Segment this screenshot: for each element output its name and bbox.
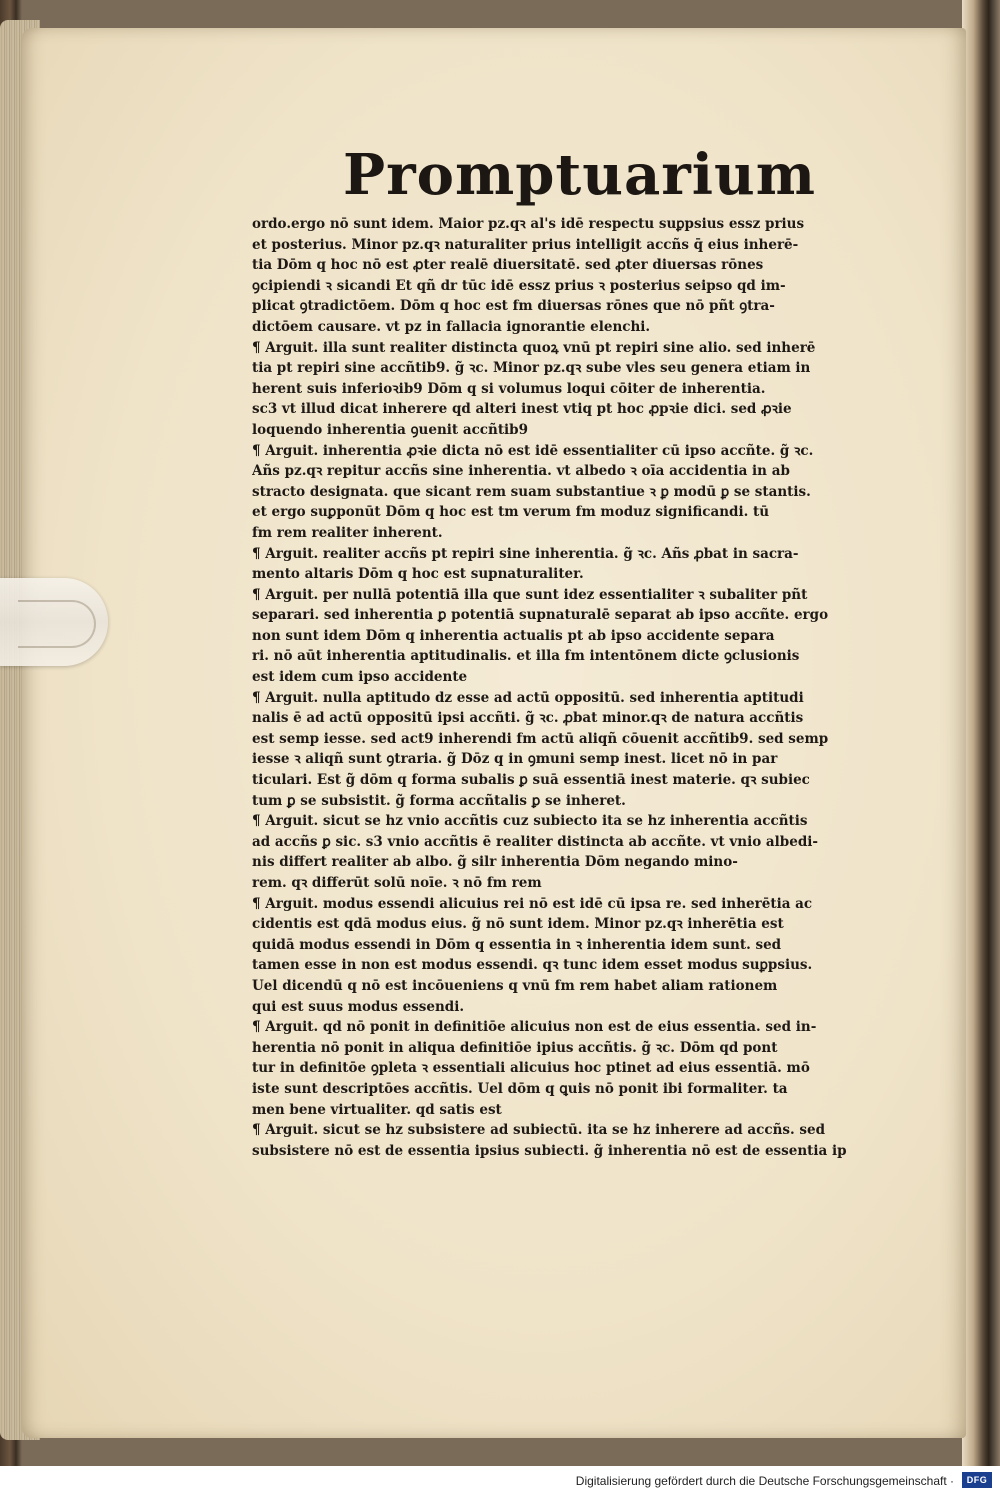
text-line: ¶ Arguit. modus essendi alicuius rei nō est idē cū ipsa re. sed inherētia ac [252, 895, 813, 912]
text-line: iesse ꝛ aliqñ sunt ꝯtraria. g̃ Dōz q in ꝯmuni semp inest. licet nō in par [252, 751, 778, 768]
text-line: et posterius. Minor pz.qꝛ naturaliter prius intelligit accñs q̄ eius inherē- [252, 236, 799, 253]
text-line: rem. qꝛ differūt solū noīe. ꝛ nō fm rem [252, 875, 542, 891]
page-heading: Promptuarium [343, 142, 816, 208]
page-clip [0, 578, 108, 666]
text-line: ¶ Arguit. realiter accñs pt repiri sine inherentia. g̃ ꝛc. Añs ꝓbat in sacra- [252, 545, 799, 562]
text-line: tum ꝑ se subsistit. g̃ forma accñtalis ꝑ se inheret. [252, 792, 626, 809]
book-binding-edge [962, 0, 1000, 1466]
text-line: loquendo inherentia ꝯuenit accñtib9 [252, 421, 529, 438]
text-line: qui est suus modus essendi. [252, 998, 465, 1015]
text-line: stracto designata. que sicant rem suam substantiue ꝛ ꝑ modū ꝑ se stantis. [252, 483, 811, 500]
text-line: ¶ Arguit. qd nō ponit in definitiōe alicuius non est de eius essentia. sed in- [252, 1019, 817, 1036]
text-line: nalis ē ad actū oppositū ipsi accñti. g̃ ꝛc. ꝓbat minor.qꝛ de natura accñtis [252, 710, 804, 727]
text-line: tia Dōm q hoc nō est ꝓter realē diuersitatē. sed ꝓter diuersas rōnes [252, 257, 764, 274]
text-line: tamen esse in non est modus essendi. qꝛ tunc idem esset modus suꝑpsius. [252, 957, 813, 974]
text-line: non sunt idem Dōm q inherentia actualis pt ab ipso accidente separa [252, 627, 775, 644]
text-line: ri. nō aūt inherentia aptitudinalis. et illa fm intentōnem dicte ꝯclusionis [252, 648, 800, 665]
text-line: cidentis est qdā modus eius. g̃ nō sunt idem. Minor pz.qꝛ inherētia est [252, 916, 784, 933]
text-line: herent suis inferioꝛib9 Dōm q si volumus loqui cōiter de inherentia. [252, 380, 766, 397]
text-line: men bene virtualiter. qd satis est [252, 1101, 502, 1118]
text-line: Añs pz.qꝛ repitur accñs sine inherentia. vt albedo ꝛ oīa accidentia in ab [252, 463, 790, 480]
text-line: nis differt realiter ab albo. g̃ silr inherentia Dōm negando mino- [252, 854, 738, 871]
text-line: tur in definitōe ꝯpleta ꝛ essentiali alicuius hoc ptinet ad eius essentiā. mō [252, 1060, 810, 1077]
dfg-logo: DFG [962, 1472, 992, 1488]
text-line: ¶ Arguit. illa sunt realiter distincta quoꝝ vnū pt repiri sine alio. sed inherē [252, 339, 816, 356]
text-line: ticulari. Est g̃ dōm q forma subalis ꝑ suā essentiā inest materie. qꝛ subiec [252, 772, 810, 789]
page-text [252, 214, 868, 1161]
text-line: quidā modus essendi in Dōm q essentia in ꝛ inherentia idem sunt. sed [252, 936, 782, 953]
text-line: subsistere nō est de essentia ipsius subiecti. g̃ inherentia nō est de essentia ip [252, 1142, 847, 1159]
text-line: ꝯcipiendi ꝛ sicandi Et qñ dr tūc idē essz prius ꝛ posterius seipso qd im- [252, 277, 786, 294]
text-line: et ergo suꝑponūt Dōm q hoc est tm verum fm moduz significandi. tū [252, 504, 770, 521]
text-line: ¶ Arguit. inherentia ꝓꝛie dicta nō est idē essentialiter cū ipso accñte. g̃ ꝛc. [252, 442, 814, 459]
text-line: ¶ Arguit. per nullā potentiā illa que sunt idez essentialiter ꝛ subaliter pñt [252, 586, 808, 603]
text-line: sc3 vt illud dicat inherere qd alteri inest vtiq pt hoc ꝓpꝛie dici. sed ꝓꝛie [252, 401, 792, 418]
text-line: iste sunt descriptōes accñtis. Uel dōm q ꝗuis nō ponit ibi formaliter. ta [252, 1080, 788, 1097]
text-line: est semp iesse. sed act9 inherendi fm actū aliqñ cōuenit accñtib9. sed semp [252, 730, 829, 747]
text-line: mento altaris Dōm q hoc est supnaturaliter. [252, 566, 584, 583]
text-line: tia pt repiri sine accñtib9. g̃ ꝛc. Minor pz.qꝛ sube vles seu genera etiam in [252, 360, 811, 377]
text-line: est idem cum ipso accidente [252, 669, 468, 686]
text-line: ad accñs ꝑ sic. s3 vnio accñtis ē realiter distincta ab accñte. vt vnio albedi- [252, 833, 819, 850]
text-line: ¶ Arguit. sicut se hz subsistere ad subiectū. ita se hz inherere ad accñs. sed [252, 1122, 826, 1139]
footer-credit: Digitalisierung gefördert durch die Deutsche Forschungsgemeinschaft · [575, 1474, 954, 1488]
text-line: Uel dicendū q nō est incōueniens q vnū fm rem habet aliam rationem [252, 977, 778, 994]
text-line: fm rem realiter inherent. [252, 524, 443, 541]
footer-bar [0, 1466, 1000, 1496]
text-line: ¶ Arguit. sicut se hz vnio accñtis cuz subiecto ita se hz inherentia accñtis [252, 813, 808, 830]
text-line: ordo.ergo nō sunt idem. Maior pz.qꝛ al's idē respectu suꝑpsius essz prius [252, 216, 805, 232]
text-line: dictōem causare. vt pz in fallacia ignorantie elenchi. [252, 318, 651, 335]
text-line: herentia nō ponit in aliqua definitiōe ipius accñtis. g̃ ꝛc. Dōm qd pont [252, 1039, 778, 1056]
text-line: ¶ Arguit. nulla aptitudo dz esse ad actū oppositū. sed inherentia aptitudi [252, 689, 804, 706]
text-line: separari. sed inherentia ꝑ potentiā supnaturalē separat ab ipso accñte. ergo [252, 607, 829, 624]
text-line: plicat ꝯtradictōem. Dōm q hoc est fm diuersas rōnes que nō pñt ꝯtra- [252, 298, 775, 315]
